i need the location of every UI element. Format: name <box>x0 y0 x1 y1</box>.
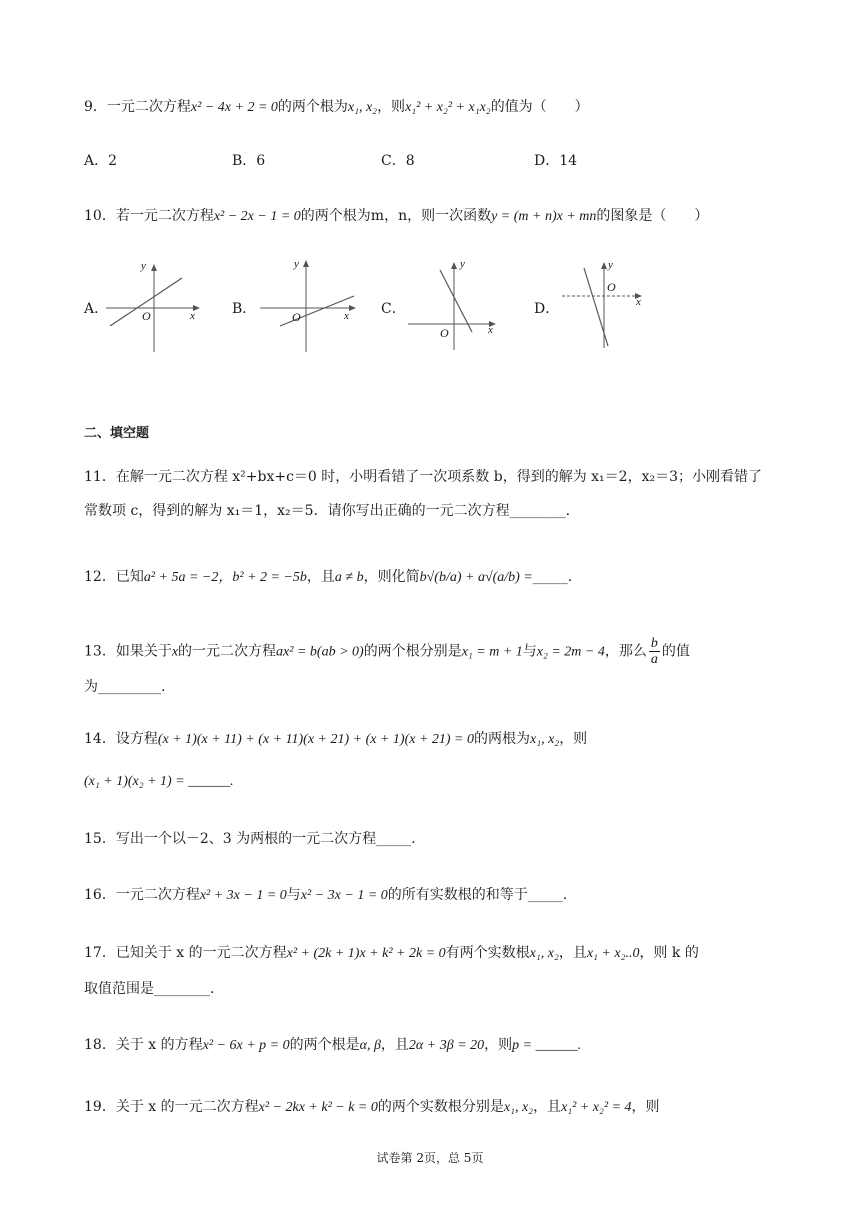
graph-c-line <box>440 270 472 332</box>
q13-stem: 13．如果关于x的一元二次方程ax² = b(ab > 0)的两个根分别是x₁ = m + 1与x₂ = 2m − 4，那么 $\frac{b}{a}$ 的值 <box>84 636 690 667</box>
q9-stem: 9．一元二次方程x² − 4x + 2 = 0的两个根为x₁, x₂，则x₁² + x₂² + x₁x₂的值为（ ） <box>84 99 589 115</box>
graph-b-origin: O <box>292 310 301 324</box>
q13-fraction: $\frac{b}{a}$ <box>650 636 658 667</box>
q10-graph-b <box>258 256 362 354</box>
q14-line2: (x₁ + 1)(x₂ + 1) = ______. <box>84 774 234 789</box>
q9-option-d: D．14 <box>534 153 578 169</box>
graph-b-x-label: x <box>344 310 349 322</box>
q11-line1: 11．在解一元二次方程 x²+bx+c＝0 时，小明看错了一次项系数 b，得到的解为 x₁＝2，x₂＝3；小刚看错了 <box>84 469 762 485</box>
q18-stem: 18．关于 x 的方程x² − 6x + p = 0的两个根是α, β，且2α + 3β = 20，则p = ______. <box>84 1037 582 1053</box>
graph-a-y-label: y <box>141 260 146 272</box>
graph-c-y-label: y <box>460 258 465 270</box>
q9-option-c: C．8 <box>381 153 415 169</box>
q9-option-a: A．2 <box>84 153 118 169</box>
section-title-fill-in: 二、填空题 <box>84 426 150 441</box>
q10-option-b-label: B． <box>232 301 257 317</box>
graph-b-y-arrow <box>303 260 309 267</box>
q9-option-b: B．6 <box>232 153 266 169</box>
graph-c-y-arrow <box>451 262 457 269</box>
q10-graph-d <box>560 258 648 350</box>
q11-line2: 常数项 c，得到的解为 x₁＝1，x₂＝5．请你写出正确的一元二次方程________. <box>84 503 571 519</box>
graph-a-x-label: x <box>190 310 195 322</box>
q17-line2: 取值范围是________. <box>84 981 215 997</box>
graph-a-origin: O <box>142 309 151 323</box>
q10-option-c-label: C． <box>381 301 406 317</box>
graph-d-origin: O <box>607 280 616 294</box>
q17-stem: 17．已知关于 x 的一元二次方程x² + (2k + 1)x + k² + 2k = 0有两个实数根x₁, x₂，且x₁ + x₂..0，则 k 的 <box>84 945 699 961</box>
q10-stem: 10．若一元二次方程x² − 2x − 1 = 0的两个根为m，n，则一次函数y = (m + n)x + mn的图象是（ ） <box>84 208 709 224</box>
q13-line2: 为_________. <box>84 679 166 695</box>
graph-b-x-arrow <box>349 305 356 311</box>
graph-d-y-label: y <box>608 259 613 271</box>
q16-stem: 16．一元二次方程x² + 3x − 1 = 0与x² − 3x − 1 = 0的所有实数根的和等于_____. <box>84 887 568 903</box>
q14-stem: 14．设方程(x + 1)(x + 11) + (x + 11)(x + 21) + (x + 1)(x + 21) = 0的两根为x₁, x₂，则 <box>84 731 588 747</box>
page-footer: 试卷第 2页，总 5页 <box>376 1151 484 1165</box>
graph-c-origin: O <box>440 326 449 340</box>
q10-option-d-label: D． <box>534 301 560 317</box>
graph-c-x-label: x <box>488 324 493 336</box>
q19-stem: 19．关于 x 的一元二次方程x² − 2kx + k² − k = 0的两个实数根分别是x₁, x₂，且x₁² + x₂² = 4，则 <box>84 1099 660 1115</box>
q12-stem: 12．已知a² + 5a = −2，b² + 2 = −5b，且a ≠ b，则化简b√(b/a) + a√(a/b) =_____. <box>84 569 573 585</box>
graph-a-y-arrow <box>151 264 157 271</box>
graph-b-y-label: y <box>294 258 299 270</box>
graph-d-y-arrow <box>601 262 607 269</box>
q15-text: 15．写出一个以－2、3 为两根的一元二次方程_____. <box>84 831 416 847</box>
q10-graph-a <box>104 258 204 354</box>
graph-d-x-label: x <box>636 296 641 308</box>
q10-graph-c <box>406 258 502 354</box>
q10-option-a-label: A． <box>84 301 109 317</box>
